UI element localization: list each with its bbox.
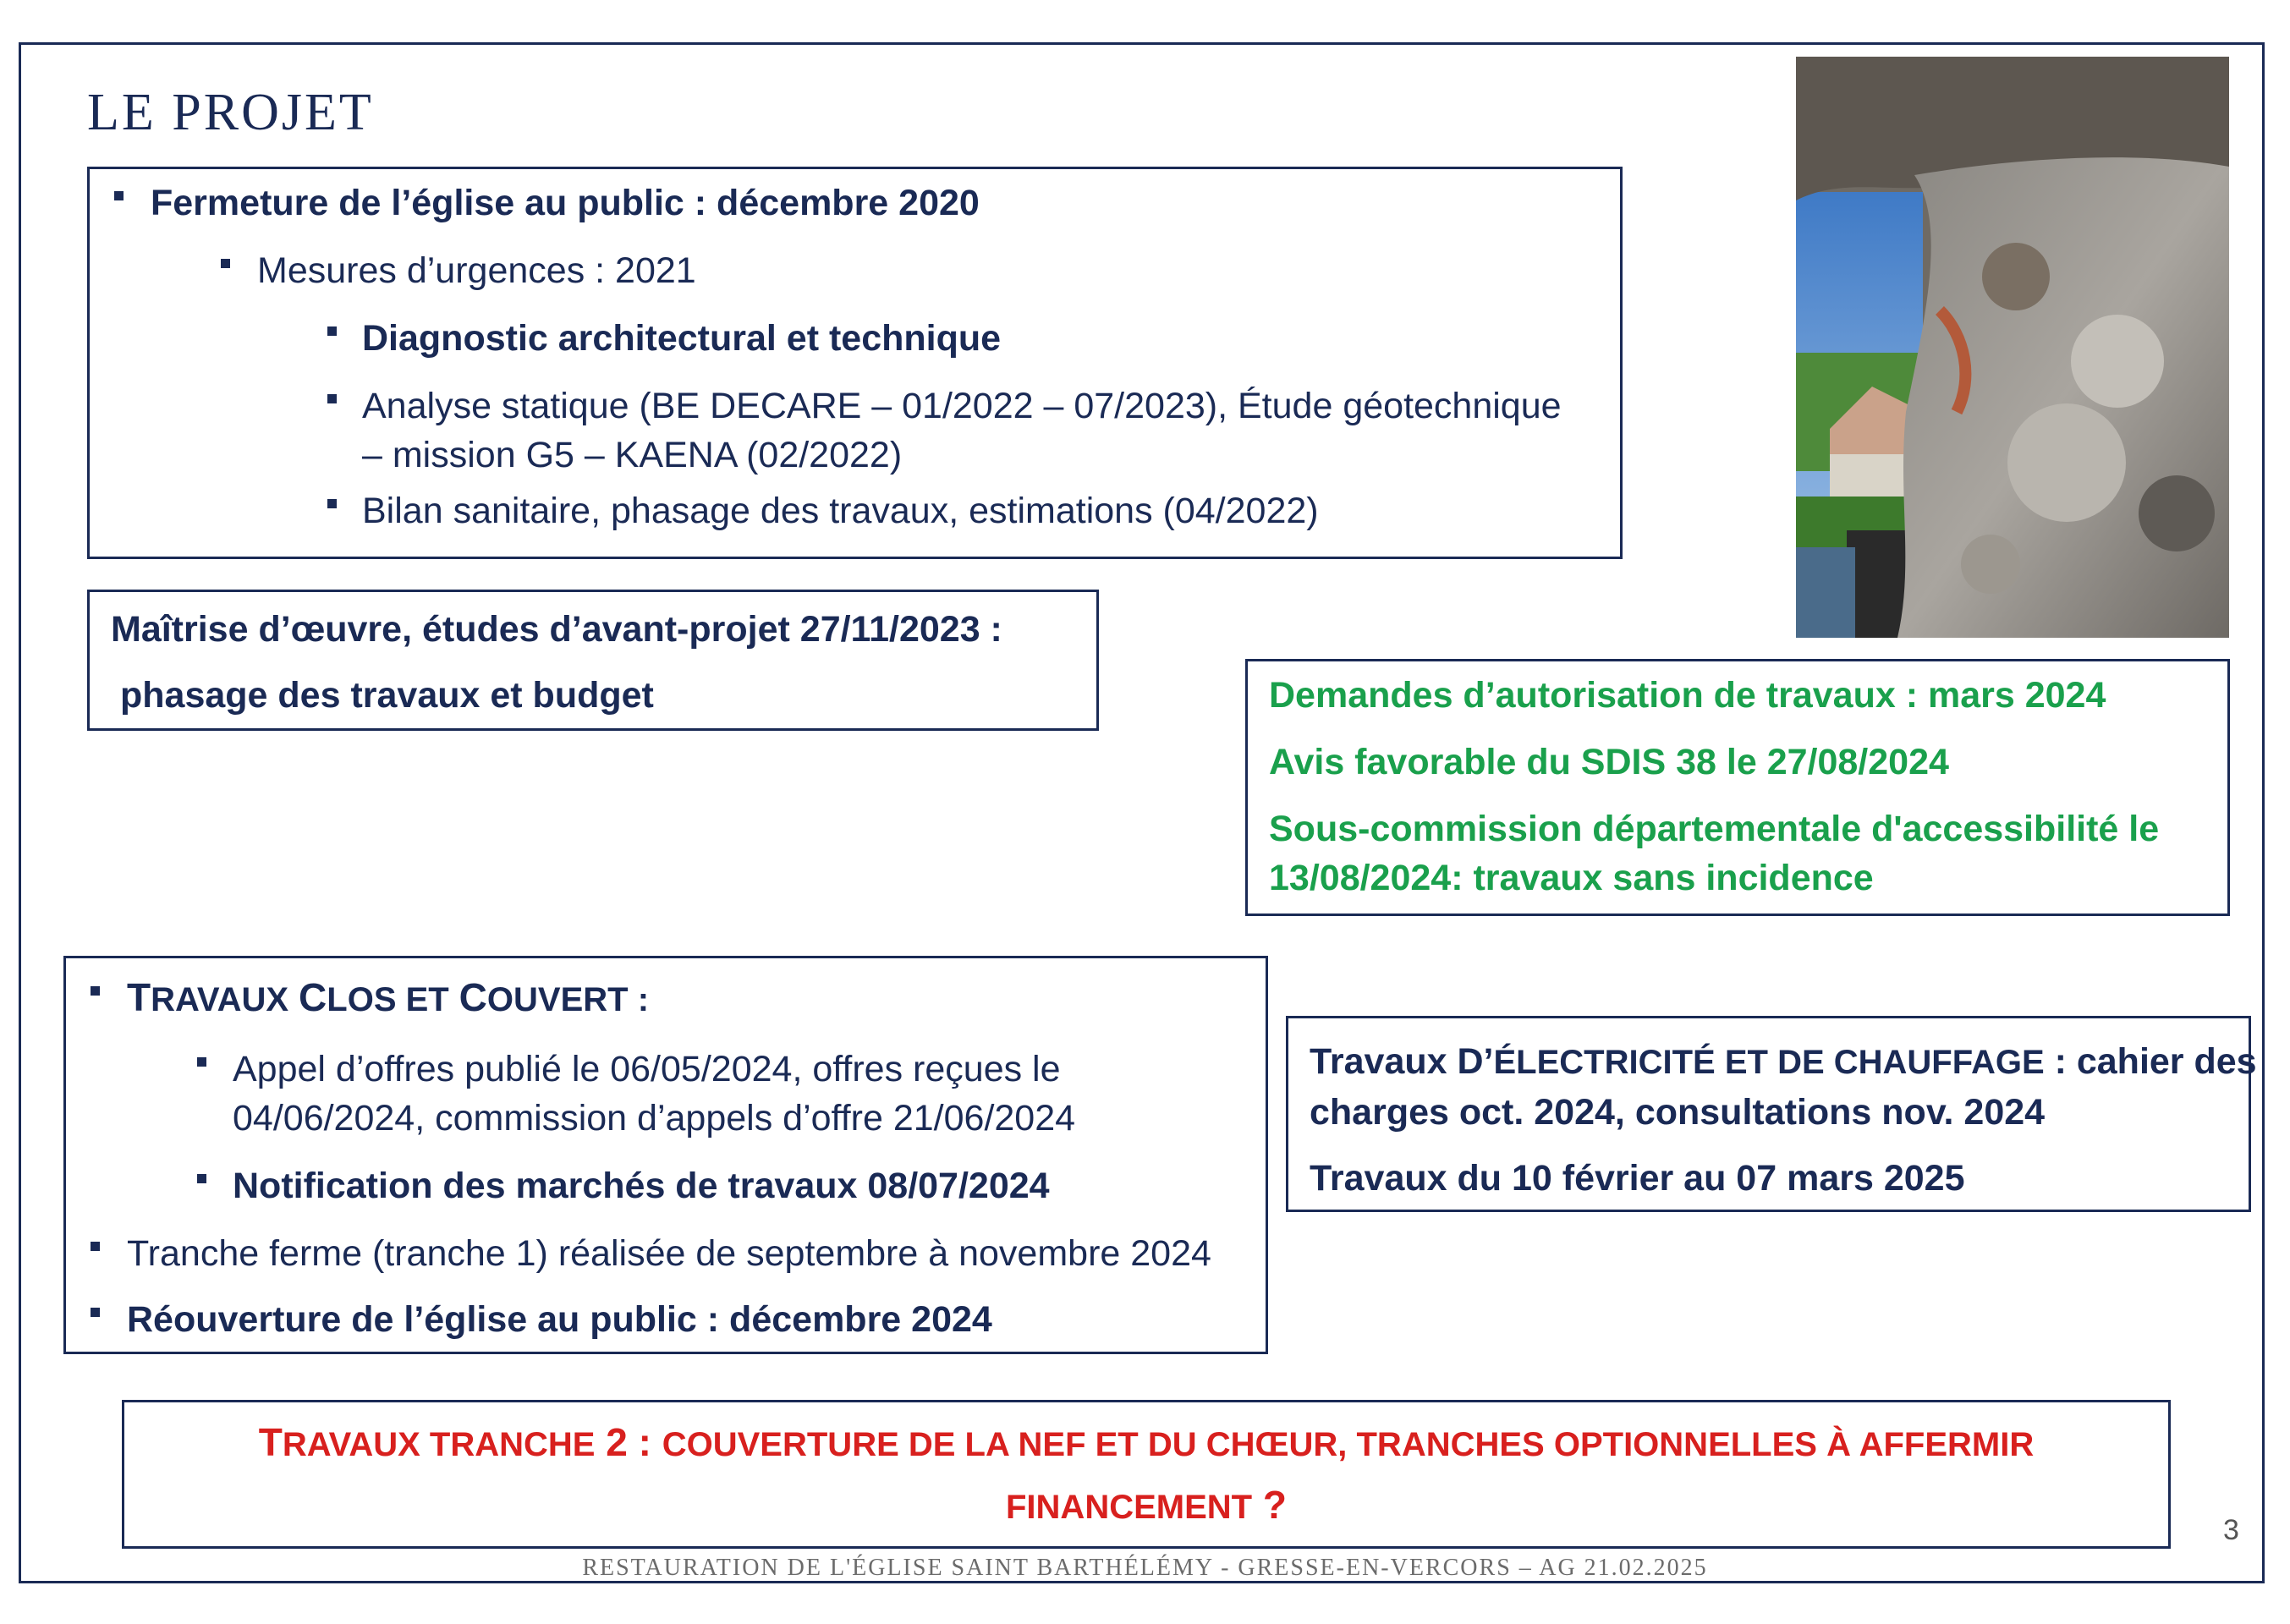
phasing-budget-line: phasage des travaux et budget: [120, 675, 654, 716]
square-bullet-icon: [91, 1308, 100, 1317]
reopening-item: Réouverture de l’église au public : décembre 2024: [127, 1299, 992, 1340]
contract-notification-item: Notification des marchés de travaux 08/07/2024: [233, 1166, 1050, 1206]
closure-box: [87, 167, 1623, 559]
square-bullet-icon: [327, 326, 337, 336]
page-title: LE PROJET: [87, 84, 374, 141]
urgent-measures-item: Mesures d’urgences : 2021: [257, 250, 696, 291]
square-bullet-icon: [327, 394, 337, 403]
static-analysis-item-line1: Analyse statique (BE DECARE – 01/2022 – 07/2023), Étude géotechnique: [362, 386, 1562, 426]
health-assessment-item: Bilan sanitaire, phasage des travaux, estimations (04/2022): [362, 491, 1319, 531]
sdis-approval-line: Avis favorable du SDIS 38 le 27/08/2024: [1269, 742, 1949, 782]
square-bullet-icon: [91, 1242, 100, 1251]
electricity-works-box: [1286, 1016, 2257, 1212]
enclosure-works-box: [63, 956, 1268, 1354]
page-number: 3: [2223, 1514, 2239, 1546]
square-bullet-icon: [327, 499, 337, 508]
square-bullet-icon: [197, 1174, 206, 1183]
tender-item-line1: Appel d’offres publié le 06/05/2024, offres reçues le: [233, 1049, 1061, 1089]
project-management-box: [87, 590, 1099, 731]
church-wall-photo: [1796, 57, 2229, 638]
project-studies-line: Maîtrise d’œuvre, études d’avant-projet 27/11/2023 :: [111, 609, 1002, 650]
phase-two-box: [122, 1400, 2171, 1549]
authorizations-box: [1245, 659, 2230, 916]
footer-caption: RESTAURATION DE L'ÉGLISE SAINT BARTHÉLÉMY - GRESSE-EN-VERCORS – AG 21.02.2025: [582, 1555, 1708, 1581]
work-authorization-line: Demandes d’autorisation de travaux : mars 2024: [1269, 675, 2106, 716]
accessibility-commission-line: Sous-commission départementale d'accessibilité le: [1269, 809, 2160, 849]
works-dates-line: Travaux du 10 février au 07 mars 2025: [1310, 1158, 1965, 1199]
diagnostic-item: Diagnostic architectural et technique: [362, 318, 1002, 359]
static-analysis-item-line2: – mission G5 – KAENA (02/2022): [362, 435, 903, 475]
specifications-line: charges oct. 2024, consultations nov. 2024: [1310, 1092, 2046, 1133]
square-bullet-icon: [221, 259, 230, 268]
stone-texture-image: [1796, 57, 2229, 638]
enclosure-works-title: TRAVAUX CLOS ET COUVERT :: [127, 975, 650, 1019]
tender-item-line2: 04/06/2024, commission d’appels d’offre 21/06/2024: [233, 1098, 1076, 1138]
closure-date-item: Fermeture de l’église au public : décembre 2020: [151, 183, 980, 223]
phase-two-title-line2: FINANCEMENT ?: [1006, 1483, 1287, 1527]
phase-two-title-line1: TRAVAUX TRANCHE 2 : COUVERTURE DE LA NEF ET DU CHŒUR, TRANCHES OPTIONNELLES À AFFERMIR: [258, 1420, 2035, 1464]
phase-one-item: Tranche ferme (tranche 1) réalisée de septembre à novembre 2024: [127, 1233, 1211, 1274]
square-bullet-icon: [114, 191, 124, 200]
electricity-heating-line: Travaux D’ÉLECTRICITÉ ET DE CHAUFFAGE : cahier des: [1310, 1041, 2257, 1082]
square-bullet-icon: [197, 1057, 206, 1067]
accessibility-result-line: 13/08/2024: travaux sans incidence: [1269, 858, 1874, 898]
square-bullet-icon: [91, 986, 100, 996]
